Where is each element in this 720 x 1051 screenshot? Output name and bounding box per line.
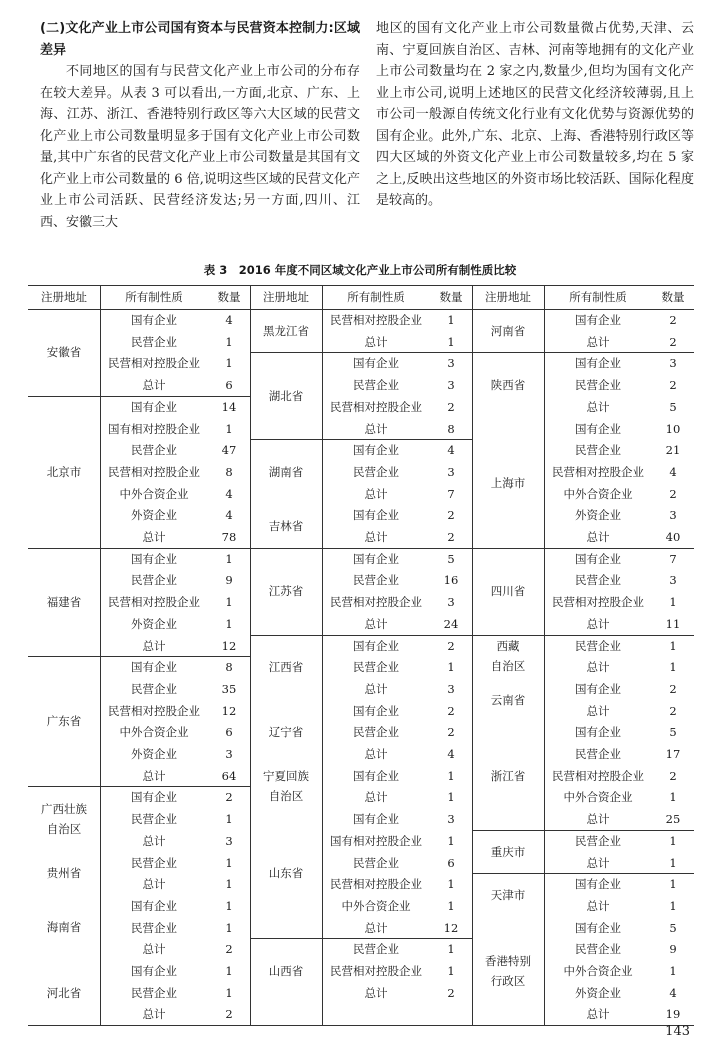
ownership-type-cell: 总计 — [364, 920, 388, 935]
column-header: 数量 — [439, 290, 463, 304]
count-cell: 2 — [225, 790, 233, 805]
count-cell: 12 — [221, 703, 237, 718]
ownership-type-cell: 国有企业 — [353, 812, 399, 827]
section-heading: (二)文化产业上市公司国有资本与民营资本控制力:区域差异 — [40, 21, 360, 58]
region-name-cell: 海南省 — [46, 920, 82, 935]
ownership-type-cell: 总计 — [142, 768, 166, 783]
ownership-type-cell: 总计 — [364, 616, 388, 631]
count-cell: 24 — [443, 616, 459, 631]
count-cell: 2 — [225, 1007, 233, 1022]
region-name-cell: 云南省 — [490, 692, 526, 707]
ownership-type-cell: 总计 — [586, 703, 610, 718]
ownership-type-cell: 民营企业 — [131, 812, 177, 827]
region-name-cell: 广西壮族 自治区 — [41, 801, 87, 836]
ownership-type-cell: 民营相对控股企业 — [108, 464, 200, 479]
ownership-type-cell: 民营企业 — [575, 942, 621, 957]
count-cell: 1 — [447, 790, 455, 805]
region-name-cell: 江西省 — [268, 660, 304, 675]
ownership-type-cell: 民营企业 — [353, 942, 399, 957]
count-cell: 2 — [447, 399, 455, 414]
ownership-type-cell: 民营相对控股企业 — [552, 768, 644, 783]
count-cell: 1 — [669, 595, 677, 610]
body-paragraph-left: 不同地区的国有与民营文化产业上市公司的分布存在较大差异。从表 3 可以看出,一方面,北京、广东、上海、江苏、浙江、香港特别行政区等六大区域的民营文化产业上市公司数量明显多于国有文化产业上市公司数量,其中广东省的民营文化产业上市公司数量是其国有文化产业上市公司数量的 6 倍,说明这些区域的民营文化产业上市公司活跃、民营经济发达;另一方面,四川、江西、安徽三大 — [40, 64, 360, 230]
count-cell: 1 — [225, 616, 233, 631]
count-cell: 1 — [669, 898, 677, 913]
ownership-type-cell: 国有企业 — [131, 790, 177, 805]
ownership-type-cell: 民营企业 — [131, 334, 177, 349]
ownership-type-cell: 国有企业 — [575, 421, 621, 436]
ownership-type-cell: 民营企业 — [353, 464, 399, 479]
ownership-type-cell: 民营企业 — [353, 855, 399, 870]
count-cell: 1 — [447, 768, 455, 783]
count-cell: 4 — [669, 985, 677, 1000]
ownership-type-cell: 外资企业 — [131, 616, 177, 631]
column-header: 数量 — [661, 290, 685, 304]
count-cell: 47 — [221, 443, 237, 458]
region-name-cell: 浙江省 — [490, 768, 526, 783]
ownership-type-cell: 民营企业 — [353, 573, 399, 588]
count-cell: 25 — [665, 812, 681, 827]
ownership-type-cell: 中外合资企业 — [119, 725, 189, 740]
region-name-cell: 黑龙江省 — [263, 323, 309, 338]
count-cell: 1 — [447, 964, 455, 978]
ownership-type-cell: 总计 — [586, 334, 610, 349]
region-group-rule — [250, 635, 472, 636]
ownership-type-cell: 总计 — [364, 747, 388, 761]
ownership-type-cell: 总计 — [586, 812, 610, 827]
region-name-cell: 河南省 — [490, 323, 526, 338]
count-cell: 3 — [225, 747, 233, 761]
count-cell: 1 — [225, 985, 233, 1000]
count-cell: 3 — [447, 595, 455, 610]
region-name-cell: 香港特别 行政区 — [485, 953, 531, 988]
count-cell: 1 — [225, 421, 233, 436]
ownership-type-cell: 国有企业 — [131, 313, 177, 327]
region-group-rule — [250, 439, 472, 440]
count-cell: 1 — [447, 660, 455, 675]
count-cell: 2 — [669, 768, 677, 783]
count-cell: 8 — [447, 421, 455, 436]
region-group-rule — [250, 352, 472, 353]
region-name-cell: 重庆市 — [490, 844, 526, 859]
count-cell: 5 — [669, 399, 677, 414]
ownership-type-cell: 中外合资企业 — [563, 964, 633, 978]
ownership-type-cell: 中外合资企业 — [563, 486, 633, 501]
ownership-type-cell: 总计 — [142, 378, 166, 393]
count-cell: 4 — [447, 443, 455, 458]
ownership-type-cell: 民营企业 — [575, 747, 621, 761]
count-cell: 2 — [669, 313, 677, 327]
ownership-type-cell: 国有企业 — [131, 399, 177, 414]
right-text-column — [376, 18, 694, 212]
region-name-cell: 河北省 — [46, 985, 82, 1000]
region-group-rule — [28, 548, 250, 549]
ownership-type-cell: 总计 — [586, 898, 610, 913]
ownership-type-cell: 总计 — [364, 421, 388, 436]
count-cell: 14 — [221, 399, 237, 414]
column-header: 注册地址 — [263, 290, 309, 304]
count-cell: 6 — [225, 378, 233, 393]
region-name-cell: 天津市 — [490, 887, 526, 902]
ownership-type-cell: 民营企业 — [575, 378, 621, 393]
ownership-type-cell: 总计 — [364, 334, 388, 349]
count-cell: 5 — [669, 920, 677, 935]
count-cell: 64 — [221, 768, 237, 783]
count-cell: 12 — [221, 638, 237, 653]
column-header: 所有制性质 — [125, 290, 183, 304]
ownership-type-cell: 总计 — [364, 486, 388, 501]
region-divider — [322, 285, 323, 1025]
ownership-type-cell: 外资企业 — [575, 508, 621, 523]
count-cell: 7 — [447, 486, 455, 501]
region-group-rule — [28, 396, 250, 397]
count-cell: 1 — [669, 833, 677, 848]
ownership-type-cell: 外资企业 — [575, 985, 621, 1000]
ownership-type-cell: 民营企业 — [353, 660, 399, 675]
left-text-column — [40, 18, 360, 233]
ownership-type-cell: 国有企业 — [575, 551, 621, 566]
count-cell: 8 — [225, 464, 233, 479]
ownership-type-cell: 国有企业 — [353, 443, 399, 458]
ownership-type-cell: 总计 — [586, 530, 610, 544]
count-cell: 3 — [447, 812, 455, 827]
count-cell: 9 — [225, 573, 233, 588]
count-cell: 4 — [447, 747, 455, 761]
ownership-type-cell: 总计 — [364, 790, 388, 805]
ownership-type-cell: 民营相对控股企业 — [552, 595, 644, 610]
ownership-type-cell: 外资企业 — [131, 747, 177, 761]
table-header-rule — [28, 309, 694, 310]
column-header: 所有制性质 — [569, 290, 627, 304]
count-cell: 2 — [447, 985, 455, 1000]
ownership-type-cell: 民营企业 — [353, 725, 399, 740]
count-cell: 19 — [665, 1007, 681, 1022]
count-cell: 3 — [447, 464, 455, 479]
count-cell: 7 — [669, 551, 677, 566]
ownership-type-cell: 国有企业 — [575, 313, 621, 327]
count-cell: 1 — [225, 855, 233, 870]
count-cell: 2 — [669, 681, 677, 696]
ownership-type-cell: 民营相对控股企业 — [330, 595, 422, 610]
ownership-type-cell: 外资企业 — [131, 508, 177, 523]
count-cell: 1 — [447, 334, 455, 349]
ownership-type-cell: 国有企业 — [575, 356, 621, 371]
ownership-type-cell: 国有企业 — [353, 703, 399, 718]
count-cell: 1 — [669, 964, 677, 978]
ownership-type-cell: 总计 — [586, 1007, 610, 1022]
count-cell: 1 — [225, 877, 233, 892]
ownership-type-cell: 民营相对控股企业 — [330, 313, 422, 327]
ownership-table — [28, 285, 692, 1023]
ownership-type-cell: 总计 — [142, 877, 166, 892]
ownership-type-cell: 中外合资企业 — [341, 898, 411, 913]
count-cell: 2 — [669, 378, 677, 393]
count-cell: 1 — [225, 595, 233, 610]
count-cell: 1 — [447, 877, 455, 892]
count-cell: 4 — [225, 486, 233, 501]
region-name-cell: 上海市 — [490, 475, 526, 490]
count-cell: 2 — [447, 638, 455, 653]
count-cell: 1 — [669, 855, 677, 870]
ownership-type-cell: 总计 — [142, 530, 166, 544]
ownership-type-cell: 国有企业 — [575, 920, 621, 935]
count-cell: 1 — [225, 551, 233, 566]
ownership-type-cell: 国有相对控股企业 — [108, 421, 200, 436]
table-caption: 表 3 2016 年度不同区域文化产业上市公司所有制性质比较 — [203, 263, 517, 277]
region-group-rule — [250, 938, 472, 939]
ownership-type-cell: 民营企业 — [131, 681, 177, 696]
region-name-cell: 安徽省 — [46, 345, 82, 360]
count-cell: 1 — [447, 313, 455, 327]
count-cell: 2 — [447, 703, 455, 718]
table-top-rule — [28, 285, 694, 286]
ownership-type-cell: 国有企业 — [353, 768, 399, 783]
ownership-type-cell: 国有企业 — [353, 356, 399, 371]
region-name-cell: 山东省 — [268, 866, 304, 881]
ownership-type-cell: 国有企业 — [353, 638, 399, 653]
count-cell: 2 — [669, 486, 677, 501]
column-header: 注册地址 — [41, 290, 87, 304]
region-name-cell: 北京市 — [46, 464, 82, 479]
ownership-type-cell: 总计 — [142, 638, 166, 653]
count-cell: 6 — [447, 855, 455, 870]
count-cell: 21 — [665, 443, 681, 458]
count-cell: 40 — [665, 530, 681, 544]
count-cell: 1 — [447, 898, 455, 913]
ownership-type-cell: 国有企业 — [575, 681, 621, 696]
ownership-type-cell: 国有企业 — [353, 551, 399, 566]
region-name-cell: 湖南省 — [268, 464, 304, 479]
ownership-type-cell: 民营相对控股企业 — [330, 964, 422, 978]
count-cell: 2 — [225, 942, 233, 957]
ownership-type-cell: 总计 — [586, 660, 610, 675]
count-cell: 1 — [225, 898, 233, 913]
count-cell: 2 — [447, 508, 455, 523]
count-cell: 6 — [225, 725, 233, 740]
count-cell: 1 — [669, 877, 677, 892]
count-cell: 16 — [443, 573, 459, 588]
region-name-cell: 四川省 — [490, 584, 526, 599]
ownership-type-cell: 民营相对控股企业 — [552, 464, 644, 479]
count-cell: 1 — [447, 833, 455, 848]
region-group-rule — [28, 656, 250, 657]
count-cell: 1 — [225, 964, 233, 978]
ownership-type-cell: 中外合资企业 — [119, 486, 189, 501]
ownership-type-cell: 总计 — [364, 985, 388, 1000]
ownership-type-cell: 总计 — [586, 855, 610, 870]
region-name-cell: 广东省 — [46, 714, 82, 729]
ownership-type-cell: 民营企业 — [353, 378, 399, 393]
ownership-type-cell: 总计 — [142, 942, 166, 957]
count-cell: 2 — [447, 725, 455, 740]
region-name-cell: 福建省 — [46, 594, 82, 609]
region-name-cell: 贵州省 — [46, 866, 82, 881]
column-group-divider — [472, 285, 473, 1025]
region-group-rule — [472, 635, 694, 636]
region-group-rule — [28, 786, 250, 787]
region-name-cell: 西藏 自治区 — [490, 639, 526, 674]
ownership-type-cell: 民营相对控股企业 — [108, 595, 200, 610]
ownership-type-cell: 总计 — [586, 616, 610, 631]
region-group-rule — [472, 830, 694, 831]
region-divider — [544, 285, 545, 1025]
region-name-cell: 陕西省 — [490, 377, 526, 392]
count-cell: 10 — [665, 421, 681, 436]
count-cell: 3 — [669, 356, 677, 371]
ownership-type-cell: 国有企业 — [131, 964, 177, 978]
region-group-rule — [472, 873, 694, 874]
ownership-type-cell: 民营企业 — [575, 833, 621, 848]
count-cell: 11 — [665, 616, 681, 631]
count-cell: 12 — [443, 920, 459, 935]
region-group-rule — [472, 548, 694, 549]
column-group-divider — [250, 285, 251, 1025]
ownership-type-cell: 中外合资企业 — [563, 790, 633, 805]
region-name-cell: 山西省 — [268, 963, 304, 978]
page-number: 143 — [665, 1024, 690, 1039]
ownership-type-cell: 国有企业 — [353, 508, 399, 523]
count-cell: 17 — [665, 747, 681, 761]
count-cell: 3 — [447, 681, 455, 696]
ownership-type-cell: 民营企业 — [131, 855, 177, 870]
ownership-type-cell: 国有企业 — [575, 725, 621, 740]
count-cell: 3 — [225, 833, 233, 848]
ownership-type-cell: 总计 — [586, 399, 610, 414]
ownership-type-cell: 民营相对控股企业 — [108, 356, 200, 371]
count-cell: 1 — [225, 356, 233, 371]
count-cell: 1 — [225, 812, 233, 827]
count-cell: 3 — [447, 378, 455, 393]
ownership-type-cell: 总计 — [364, 530, 388, 544]
count-cell: 4 — [669, 464, 677, 479]
ownership-type-cell: 总计 — [142, 833, 166, 848]
ownership-type-cell: 国有企业 — [575, 877, 621, 892]
ownership-type-cell: 民营相对控股企业 — [108, 703, 200, 718]
ownership-type-cell: 民营企业 — [575, 638, 621, 653]
ownership-type-cell: 民营企业 — [131, 573, 177, 588]
region-name-cell: 宁夏回族 自治区 — [263, 769, 309, 804]
region-group-rule — [472, 352, 694, 353]
region-name-cell: 吉林省 — [268, 519, 304, 533]
count-cell: 4 — [225, 313, 233, 327]
count-cell: 3 — [447, 356, 455, 371]
region-name-cell: 辽宁省 — [268, 725, 304, 740]
ownership-type-cell: 总计 — [364, 681, 388, 696]
count-cell: 3 — [669, 573, 677, 588]
count-cell: 1 — [225, 920, 233, 935]
ownership-type-cell: 民营相对控股企业 — [330, 399, 422, 414]
count-cell: 78 — [221, 530, 237, 544]
ownership-type-cell: 国有企业 — [131, 660, 177, 675]
column-header: 所有制性质 — [347, 290, 405, 304]
ownership-type-cell: 民营企业 — [131, 985, 177, 1000]
count-cell: 9 — [669, 942, 677, 957]
count-cell: 1 — [669, 638, 677, 653]
count-cell: 1 — [669, 790, 677, 805]
ownership-type-cell: 国有企业 — [131, 551, 177, 566]
count-cell: 4 — [225, 508, 233, 523]
ownership-type-cell: 民营企业 — [575, 573, 621, 588]
region-name-cell: 江苏省 — [268, 584, 304, 599]
ownership-type-cell: 国有企业 — [131, 898, 177, 913]
table-bottom-rule — [28, 1025, 694, 1026]
count-cell: 8 — [225, 660, 233, 675]
region-group-rule — [250, 548, 472, 549]
ownership-type-cell: 民营企业 — [131, 443, 177, 458]
count-cell: 2 — [669, 703, 677, 718]
count-cell: 2 — [447, 530, 455, 544]
ownership-type-cell: 民营企业 — [131, 920, 177, 935]
column-header: 数量 — [217, 290, 241, 304]
ownership-type-cell: 总计 — [142, 1007, 166, 1022]
column-header: 注册地址 — [485, 290, 531, 304]
region-name-cell: 湖北省 — [268, 388, 304, 403]
ownership-type-cell: 国有相对控股企业 — [330, 833, 422, 848]
count-cell: 5 — [669, 725, 677, 740]
count-cell: 3 — [669, 508, 677, 523]
count-cell: 1 — [669, 660, 677, 675]
body-paragraph-right: 地区的国有文化产业上市公司数量微占优势,天津、云南、宁夏回族自治区、吉林、河南等地拥有的文化产业上市公司数量均在 2 家之内,数量少,但均为国有文化产业上市公司,说明上述地区的民营文化经济较薄弱,且上市公司一般源自传统文化行业有文化优势与资源优势的国有企业。此外,广东、北京、上海、香港特别行政区等四大区域的外资文化产业上市公司数量较多,均在 5 家之上,反映出这些地区的外资市场比较活跃、国际化程度是较高的。 — [376, 21, 694, 208]
ownership-type-cell: 民营相对控股企业 — [330, 877, 422, 892]
count-cell: 1 — [225, 334, 233, 349]
count-cell: 2 — [669, 334, 677, 349]
ownership-type-cell: 民营企业 — [575, 443, 621, 458]
count-cell: 1 — [447, 942, 455, 957]
count-cell: 35 — [221, 681, 237, 696]
count-cell: 5 — [447, 551, 455, 566]
